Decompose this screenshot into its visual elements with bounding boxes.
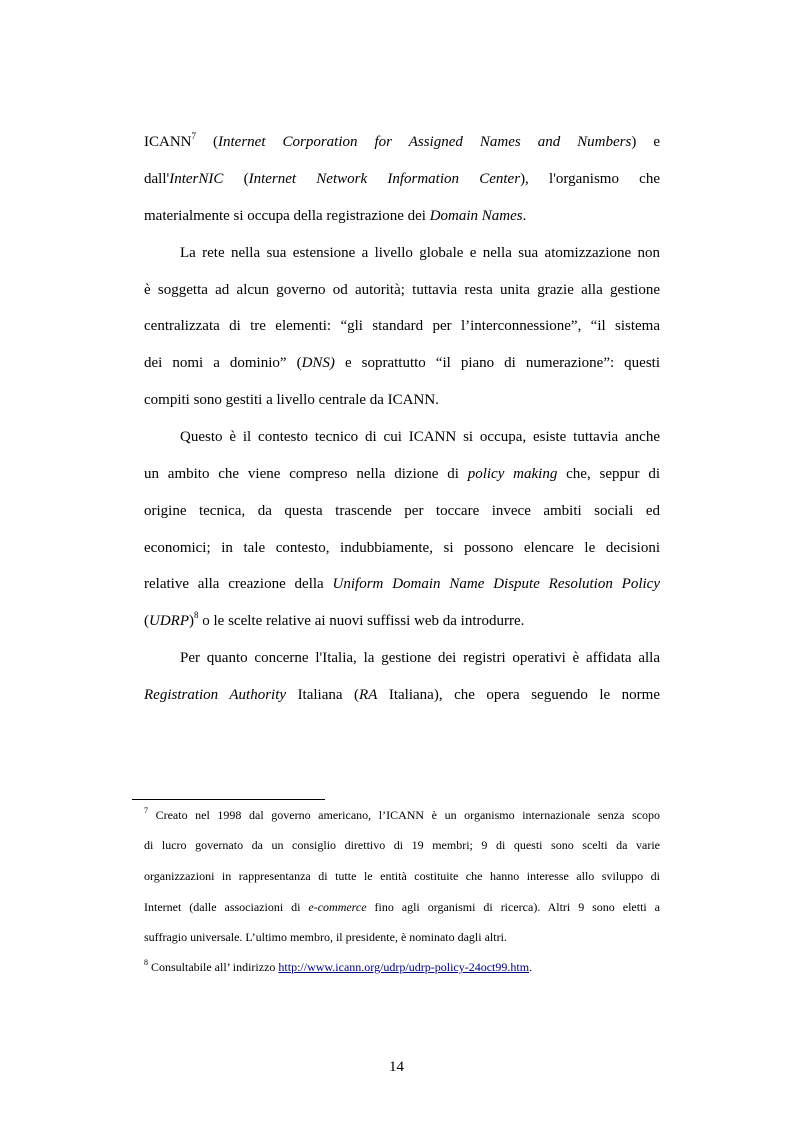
text: Creato nel 1998 dal governo americano, l’ICANN è un organismo internazionale senza scopo <box>148 808 660 822</box>
body-line <box>144 132 660 152</box>
body-line: Per quanto concerne l'Italia, la gestione dei registri operativi è affidata alla <box>180 650 660 666</box>
footnote-7-line: suffragio universale. L’ultimo membro, il presidente, è nominato dagli altri. <box>144 930 507 944</box>
footnote-separator <box>132 799 325 800</box>
body-line <box>144 464 660 484</box>
footnote-7-line: di lucro governato da un consiglio direttivo di 19 membri; 9 di questi sono scelti da varie <box>144 838 660 852</box>
footnote-ref-8[interactable]: 8 <box>194 610 199 620</box>
text: . <box>529 960 533 974</box>
text-italic: Internet Corporation for Assigned Names and Numbers <box>218 134 632 150</box>
text: e soprattutto “il piano di numerazione”: questi <box>334 355 661 371</box>
text-italic: InterNIC <box>169 171 224 187</box>
text: ICANN <box>144 134 192 150</box>
text: ) e <box>631 134 661 150</box>
text-italic: Registration Authority <box>144 687 287 703</box>
text-italic: RA <box>359 687 378 703</box>
text: dei nomi a dominio” ( <box>144 355 302 371</box>
text-italic: UDRP <box>149 613 189 629</box>
text: o le scelte relative ai nuovi suffissi web da introdurre. <box>198 613 525 629</box>
body-line: Questo è il contesto tecnico di cui ICANN si occupa, esiste tuttavia anche <box>180 429 660 445</box>
text-italic: Internet Network Information Center <box>248 171 521 187</box>
text: relative alla creazione della <box>144 576 333 592</box>
body-line: è soggetta ad alcun governo od autorità; tuttavia resta unita grazie alla gestione <box>144 282 660 298</box>
text: Consultabile all’ indirizzo <box>148 960 279 974</box>
footnote-7-line <box>144 899 660 915</box>
body-line: La rete nella sua estensione a livello globale e nella sua atomizzazione non <box>180 245 660 261</box>
body-line <box>144 611 660 631</box>
body-line: compiti sono gestiti a livello centrale da ICANN. <box>144 392 439 408</box>
text: ( <box>223 171 249 187</box>
text: Internet (dalle associazioni di <box>144 900 309 914</box>
footnote-7-line: organizzazioni in rappresentanza di tutte le entità costituite che hanno interesse allo sviluppo di <box>144 869 660 883</box>
page-number: 14 <box>389 1059 404 1075</box>
footnote-ref-7[interactable]: 7 <box>191 131 196 141</box>
body-line <box>144 206 660 226</box>
text: materialmente si occupa della registrazione dei <box>144 208 430 224</box>
body-line <box>144 685 660 705</box>
text: Italiana), che opera seguendo le norme <box>377 687 660 703</box>
text: dall' <box>144 171 170 187</box>
body-line <box>144 169 660 189</box>
text: ) <box>189 613 194 629</box>
text: . <box>522 208 527 224</box>
text: ), l'organismo che <box>520 171 660 187</box>
footnote-7-line <box>144 807 660 823</box>
footnote-8-line <box>144 959 660 975</box>
udrp-policy-link[interactable]: http://www.icann.org/udrp/udrp-policy-24oct99.htm <box>278 960 530 974</box>
body-line <box>144 574 660 594</box>
footnote-number: 8 <box>144 958 148 967</box>
text-italic: DNS) <box>301 355 335 371</box>
body-line: origine tecnica, da questa trascende per toccare invece ambiti sociali ed <box>144 503 660 519</box>
body-line: economici; in tale contesto, indubbiamente, si possono elencare le decisioni <box>144 540 660 556</box>
text: fino agli organismi di ricerca). Altri 9 sono eletti a <box>366 900 660 914</box>
text: Italiana ( <box>286 687 360 703</box>
text-italic: e-commerce <box>308 900 367 914</box>
footnote-number: 7 <box>144 806 148 815</box>
text: un ambito che viene compreso nella dizione di <box>144 466 468 482</box>
text-italic: Domain Names <box>429 208 523 224</box>
text-italic: policy making <box>467 466 558 482</box>
text: ( <box>196 134 218 150</box>
body-line <box>144 353 660 373</box>
body-line: centralizzata di tre elementi: “gli standard per l’interconnessione”, “il sistema <box>144 318 660 334</box>
text: ( <box>144 613 149 629</box>
text-italic: Uniform Domain Name Dispute Resolution Policy <box>332 576 660 592</box>
text: che, seppur di <box>557 466 660 482</box>
